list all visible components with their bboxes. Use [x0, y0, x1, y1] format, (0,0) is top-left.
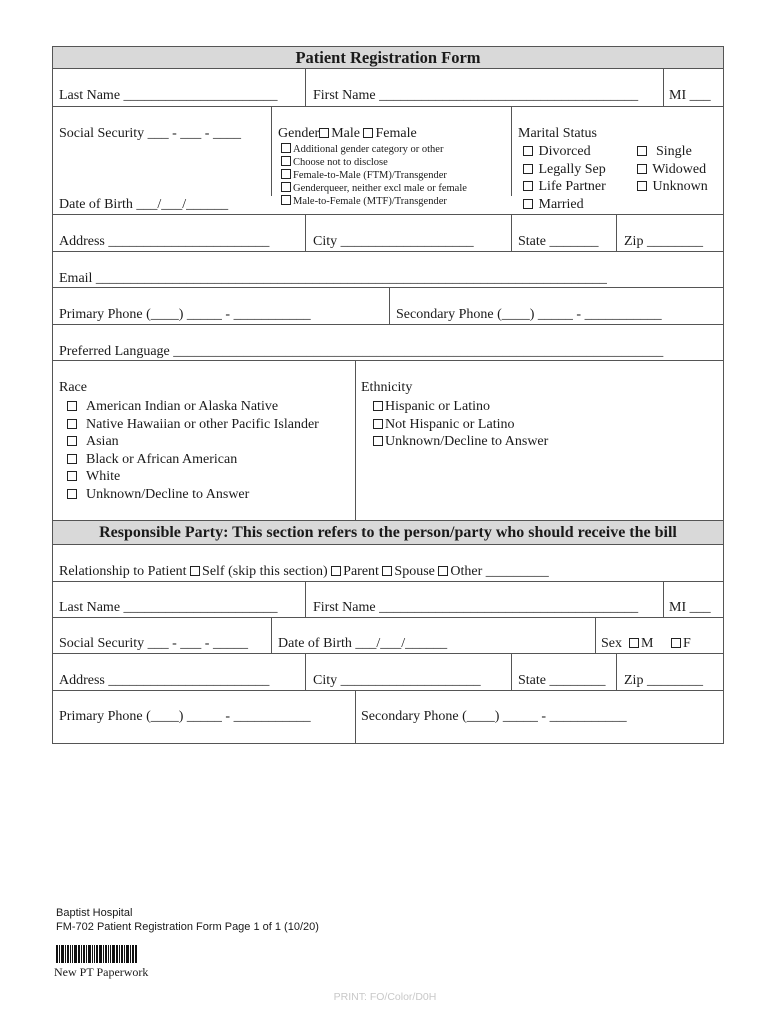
footer-hospital: Baptist Hospital — [56, 907, 133, 919]
phone-row — [53, 288, 723, 325]
race-option[interactable]: Black or African American — [67, 451, 319, 469]
gender-option[interactable]: Choose not to disclose — [281, 156, 467, 169]
marital-right-options — [637, 143, 708, 196]
first-name-field[interactable]: First Name _____________________________________ — [313, 88, 639, 103]
race-option[interactable]: Asian — [67, 433, 319, 451]
gender-male-label: Male — [331, 126, 360, 141]
barcode — [56, 945, 152, 963]
race-option[interactable]: Unknown/Decline to Answer — [67, 486, 319, 504]
marital-option[interactable]: Life Partner — [523, 178, 606, 196]
marital-option[interactable]: Legally Sep — [523, 161, 606, 179]
rel-self-label: Self (skip this section) — [202, 564, 328, 579]
relationship-group — [59, 564, 549, 580]
gender-option[interactable]: Additional gender category or other — [281, 143, 467, 156]
rel-other-checkbox[interactable] — [438, 566, 448, 576]
ssn-gender-marital-row — [53, 107, 723, 215]
rp-address-row — [53, 654, 723, 691]
ethnicity-option[interactable]: Unknown/Decline to Answer — [373, 433, 548, 451]
race-label: Race — [59, 380, 87, 395]
relationship-row — [53, 545, 723, 582]
form-header — [53, 47, 723, 69]
race-ethnicity-row — [53, 361, 723, 521]
address-field[interactable]: Address _______________________ — [59, 234, 270, 249]
rp-sex-m-checkbox[interactable] — [629, 638, 639, 648]
gender-label: Gender — [278, 126, 320, 141]
footer-paperwork: New PT Paperwork — [54, 965, 149, 979]
dob-field[interactable]: Date of Birth ___/___/______ — [59, 197, 229, 212]
ssn-field[interactable]: Social Security ___ - ___ - ____ — [59, 126, 241, 141]
race-option[interactable]: White — [67, 468, 319, 486]
email-field[interactable]: Email _________________________________________________________________________ — [59, 271, 607, 286]
race-option[interactable]: Native Hawaiian or other Pacific Islander — [67, 416, 319, 434]
relationship-label: Relationship to Patient — [59, 564, 187, 579]
gender-option[interactable]: Male-to-Female (MTF)/Transgender — [281, 195, 467, 208]
address-row — [53, 215, 723, 252]
state-field[interactable]: State _______ — [518, 234, 599, 249]
rp-dob-field[interactable]: Date of Birth ___/___/______ — [278, 636, 448, 651]
mi-field[interactable]: MI ___ — [669, 88, 711, 103]
footer-form-id: FM-702 Patient Registration Form Page 1 of 1 (10/20) — [56, 921, 319, 933]
page-title: Patient Registration Form — [295, 48, 481, 67]
last-name-field[interactable]: Last Name ______________________ — [59, 88, 278, 103]
marital-option[interactable]: Married — [523, 196, 606, 214]
ethnicity-label: Ethnicity — [361, 380, 413, 395]
rp-address-field[interactable]: Address _______________________ — [59, 673, 270, 688]
rp-ssn-row — [53, 618, 723, 654]
rel-other-label: Other _________ — [450, 564, 549, 579]
rp-state-field[interactable]: State ________ — [518, 673, 606, 688]
rp-primary-phone-field[interactable]: Primary Phone (____) _____ - ___________ — [59, 709, 311, 724]
rp-secondary-phone-field[interactable]: Secondary Phone (____) _____ - ___________ — [361, 709, 627, 724]
rp-name-row — [53, 582, 723, 618]
rp-sex-m-label: M — [641, 636, 654, 651]
rp-phone-row — [53, 691, 723, 743]
gender-male-checkbox[interactable] — [319, 128, 329, 138]
rel-parent-checkbox[interactable] — [331, 566, 341, 576]
rel-spouse-label: Spouse — [394, 564, 435, 579]
gender-option[interactable]: Female-to-Male (FTM)/Transgender — [281, 169, 467, 182]
race-options — [67, 398, 319, 504]
rp-first-name-field[interactable]: First Name _____________________________________ — [313, 600, 639, 615]
marital-left-options — [523, 143, 606, 213]
rp-mi-field[interactable]: MI ___ — [669, 600, 711, 615]
rp-sex-f-label: F — [682, 636, 691, 651]
secondary-phone-field[interactable]: Secondary Phone (____) _____ - ___________ — [396, 307, 662, 322]
race-option[interactable]: American Indian or Alaska Native — [67, 398, 319, 416]
marital-option[interactable]: Unknown — [637, 178, 708, 196]
rp-sex-group — [601, 636, 691, 652]
preferred-language-field[interactable]: Preferred Language ______________________________________________________________________ — [59, 344, 664, 359]
rp-last-name-field[interactable]: Last Name ______________________ — [59, 600, 278, 615]
gender-group — [278, 126, 417, 142]
marital-option[interactable]: Divorced — [523, 143, 606, 161]
zip-field[interactable]: Zip ________ — [624, 234, 703, 249]
name-row — [53, 69, 723, 107]
footer-print-code: PRINT: FO/Color/D0H — [333, 991, 437, 1003]
gender-female-checkbox[interactable] — [363, 128, 373, 138]
ethnicity-option[interactable]: Hispanic or Latino — [373, 398, 548, 416]
rp-ssn-field[interactable]: Social Security ___ - ___ - _____ — [59, 636, 248, 651]
ethnicity-options — [373, 398, 548, 451]
responsible-party-header — [53, 521, 723, 545]
rp-sex-f-checkbox[interactable] — [671, 638, 681, 648]
rel-parent-label: Parent — [343, 564, 379, 579]
ethnicity-option[interactable]: Not Hispanic or Latino — [373, 416, 548, 434]
language-row — [53, 325, 723, 361]
rel-self-checkbox[interactable] — [190, 566, 200, 576]
marital-status-label: Marital Status — [518, 126, 597, 141]
gender-option[interactable]: Genderqueer, neither excl male or female — [281, 182, 467, 195]
marital-option[interactable]: Single — [637, 143, 708, 161]
rp-sex-label: Sex — [601, 636, 622, 651]
patient-registration-form — [52, 46, 724, 744]
marital-option[interactable]: Widowed — [637, 161, 708, 179]
rel-spouse-checkbox[interactable] — [382, 566, 392, 576]
primary-phone-field[interactable]: Primary Phone (____) _____ - ___________ — [59, 307, 311, 322]
city-field[interactable]: City ___________________ — [313, 234, 474, 249]
responsible-party-title: Responsible Party: This section refers to the person/party who should receive the bill — [99, 524, 677, 541]
rp-zip-field[interactable]: Zip ________ — [624, 673, 703, 688]
gender-female-label: Female — [375, 126, 417, 141]
gender-additional-options — [281, 143, 467, 208]
email-row — [53, 252, 723, 288]
rp-city-field[interactable]: City ____________________ — [313, 673, 481, 688]
